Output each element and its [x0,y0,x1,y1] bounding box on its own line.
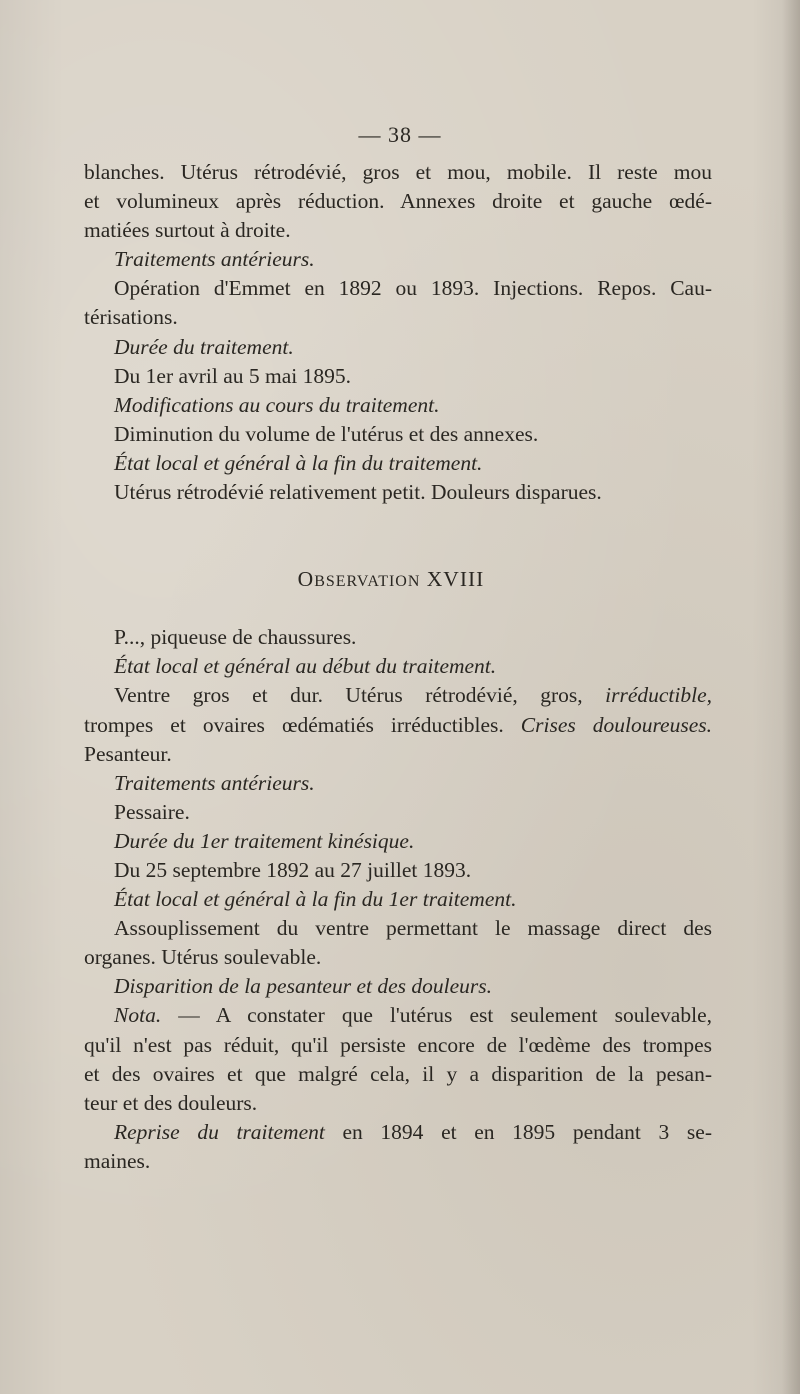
text-span: — A constater que l'utérus est seulement soulevable, [161,1003,712,1028]
text-line [84,711,712,740]
text-span-italic: Crises douloureuses. [520,712,712,737]
text-line: et des ovaires et que malgré cela, il y a disparition de la pesan- [84,1061,712,1086]
text-line: qu'il n'est pas réduit, qu'il persiste encore de l'œdème des trompes [84,1032,712,1057]
patient-line: P..., piqueuse de chaussures. [114,625,357,650]
section-heading-previous-treatments-2: Traitements antérieurs. [114,770,315,795]
text-line: Opération d'Emmet en 1892 ou 1893. Injections. Repos. Cau- [114,276,712,301]
text-line [84,681,712,710]
text-span: en 1894 et en 1895 pendant 3 se- [324,1119,712,1144]
text-line: et volumineux après réduction. Annexes droite et gauche œdé- [84,189,712,214]
text-line: maines. [84,1148,151,1173]
text-line: Diminution du volume de l'utérus et des annexes. [114,421,539,446]
resumption-label: Reprise du traitement [114,1119,325,1144]
text-line: Pessaire. [114,799,190,824]
text-line: matiées surtout à droite. [84,218,291,243]
nota-label: Nota. [114,1003,162,1028]
text-line: térisations. [84,305,178,330]
text-span: Ventre gros et dur. Utérus rétrodévié, gros, [114,683,583,708]
section-heading-state-end-2: État local et général à la fin du 1er traitement. [114,887,517,912]
section-heading-state-end: État local et général à la fin du traitement. [114,450,483,475]
text-line [84,1118,712,1147]
section-heading-duration: Durée du traitement. [114,334,294,359]
section-heading-duration-2: Durée du 1er traitement kinésique. [114,828,415,853]
page-edge-shadow [782,0,800,1394]
disappearance-line: Disparition de la pesanteur et des douleurs. [114,974,493,999]
text-line: Du 25 septembre 1892 au 27 juillet 1893. [114,857,472,882]
text-line: teur et des douleurs. [84,1090,258,1115]
text-span: trompes et ovaires œdématiés irréductibles. [84,712,504,737]
text-line: Du 1er avril au 5 mai 1895. [114,363,352,388]
section-heading-modifications: Modifications au cours du traitement. [114,392,440,417]
page-number: — 38 — [358,122,442,147]
text-line: blanches. Utérus rétrodévié, gros et mou, mobile. Il reste mou [84,160,712,184]
page-body [84,158,712,1176]
observation-title-rest: BSERVATION [314,573,421,591]
text-span-italic: irréductible, [605,683,712,708]
observation-number: XVIII [426,567,485,592]
observation-title-initial: O [297,567,315,592]
section-heading-previous-treatments: Traitements antérieurs. [114,247,315,272]
observation-heading [84,565,712,594]
text-line: Utérus rétrodévié relativement petit. Douleurs disparues. [114,480,602,505]
text-line: Pesanteur. [84,741,172,766]
text-line: Assouplissement du ventre permettant le massage direct des [114,916,712,941]
section-heading-state-start: État local et général au début du traitement. [114,654,497,679]
text-line: organes. Utérus soulevable. [84,945,322,970]
text-line [84,1001,712,1030]
